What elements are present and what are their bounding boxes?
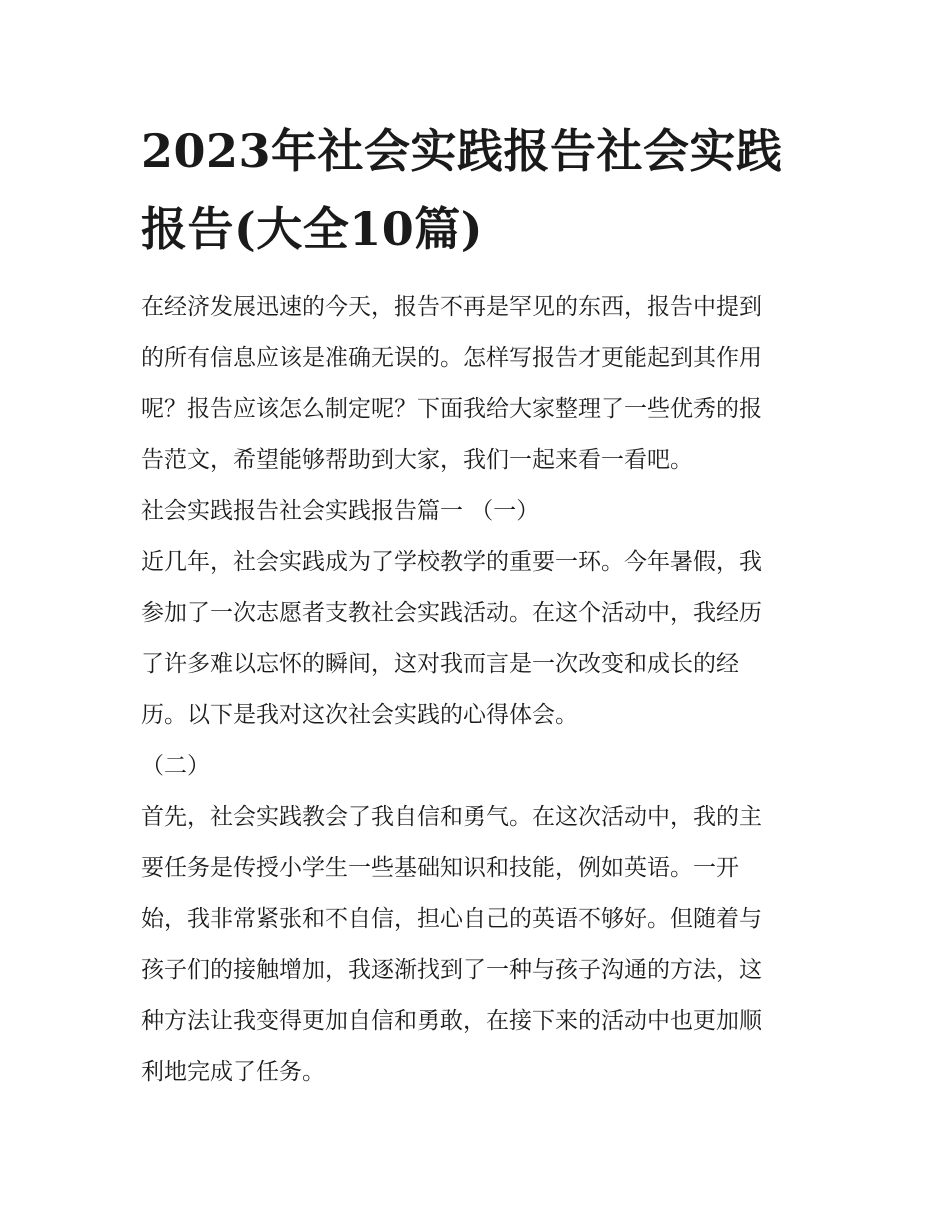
paragraph-line: 始，我非常紧张和不自信，担心自己的英语不够好。但随着与 [141,906,762,932]
paragraph-line: 告范文，希望能够帮助到大家，我们一起来看一看吧。 [141,447,693,473]
document-page [141,112,813,1098]
paragraph-line: 在经济发展迅速的今天，报告不再是罕见的东西，报告中提到 [141,294,762,320]
paragraph-line: 近几年，社会实践成为了学校教学的重要一环。今年暑假，我 [141,549,762,575]
paragraph-line: 种方法让我变得更加自信和勇敢，在接下来的活动中也更加顺 [141,1008,762,1034]
section-one-paragraph [141,537,813,741]
intro-paragraph [141,282,813,486]
subsection-heading: （二） [141,753,210,779]
document-body [141,282,813,1098]
section-two-paragraph [141,792,813,1098]
section-heading: 社会实践报告社会实践报告篇一 （一） [141,498,540,524]
paragraph-line: 利地完成了任务。 [141,1059,325,1085]
document-title [141,112,813,268]
paragraph-line: 孩子们的接触增加，我逐渐找到了一种与孩子沟通的方法，这 [141,957,762,983]
title-line: 报告(大全10篇) [141,202,484,256]
title-line: 2023年社会实践报告社会实践 [141,124,783,178]
paragraph-line: 首先，社会实践教会了我自信和勇气。在这次活动中，我的主 [141,804,762,830]
paragraph-line: 了许多难以忘怀的瞬间，这对我而言是一次改变和成长的经 [141,651,739,677]
paragraph-line: 历。以下是我对这次社会实践的心得体会。 [141,702,578,728]
paragraph-line: 要任务是传授小学生一些基础知识和技能，例如英语。一开 [141,855,739,881]
paragraph-line: 的所有信息应该是准确无误的。怎样写报告才更能起到其作用 [141,345,762,371]
paragraph-line: 参加了一次志愿者支教社会实践活动。在这个活动中，我经历 [141,600,762,626]
paragraph-line: 呢？报告应该怎么制定呢？下面我给大家整理了一些优秀的报 [141,396,762,422]
